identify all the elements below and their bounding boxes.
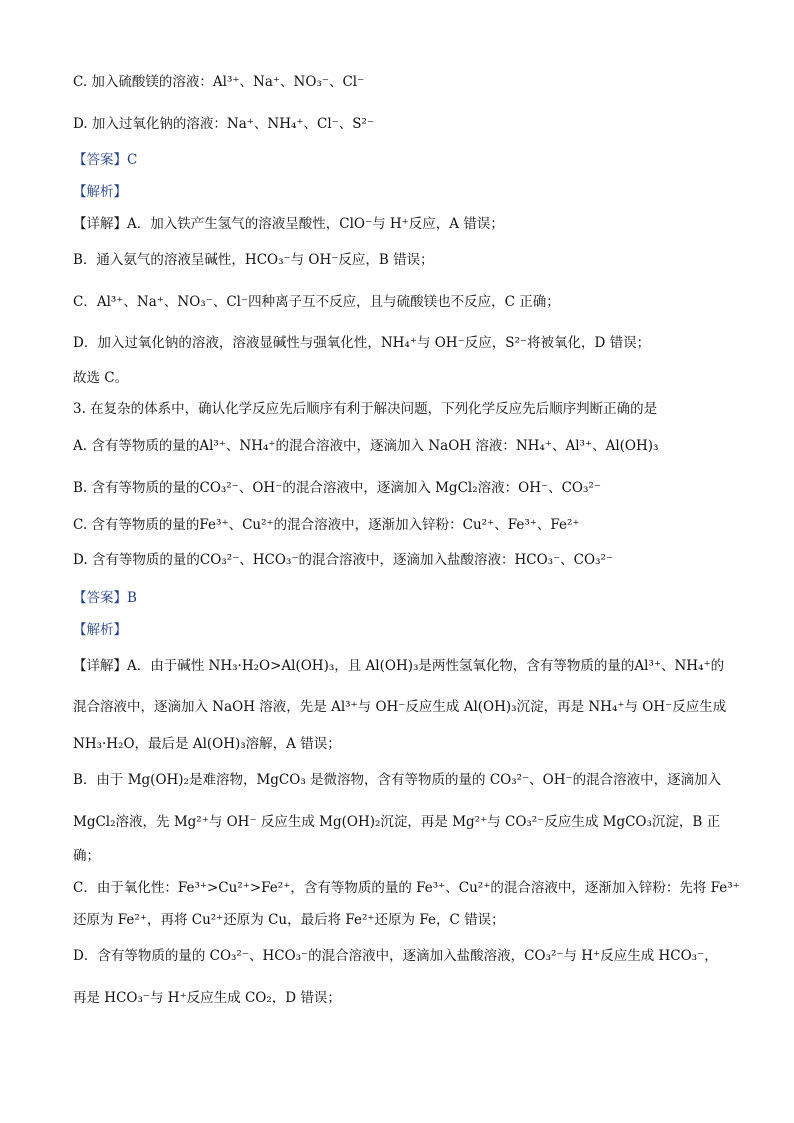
option-d-line: D. 加入过氧化钠的溶液：Na⁺、NH₄⁺、Cl⁻、S²⁻: [73, 116, 375, 132]
detail-a-line-1: 【详解】A．由于碱性 NH₃·H₂O>Al(OH)₃，且 Al(OH)₃是两性氢氧化物，含有等物质的量的Al³⁺、NH₄⁺的: [73, 658, 725, 674]
detail-b-line-1: B．由于 Mg(OH)₂是难溶物，MgCO₃ 是微溶物，含有等物质的量的 CO₃²⁻、OH⁻的混合溶液中，逐滴加入: [73, 772, 722, 788]
conclusion-line: 故选 C。: [73, 370, 129, 386]
detail-d-line-2: 再是 HCO₃⁻与 H⁺反应生成 CO₂，D 错误；: [73, 990, 341, 1006]
detail-d-line-1: D．含有等物质的量的 CO₃²⁻、HCO₃⁻的混合溶液中，逐滴加入盐酸溶液，CO₃²⁻与 H⁺反应生成 HCO₃⁻，: [73, 948, 718, 964]
detail-a-line-3: NH₃·H₂O，最后是 Al(OH)₃溶解，A 错误；: [73, 736, 341, 752]
detail-a-line-2: 混合溶液中，逐滴加入 NaOH 溶液，先是 Al³⁺与 OH⁻反应生成 Al(OH)₃沉淀，再是 NH₄⁺与 OH⁻反应生成: [73, 699, 727, 715]
question-3-stem: 3. 在复杂的体系中，确认化学反应先后顺序有利于解决问题，下列化学反应先后顺序判断正确的是: [73, 401, 658, 417]
option-c-line: C. 加入硫酸镁的溶液：Al³⁺、Na⁺、NO₃⁻、Cl⁻: [73, 74, 365, 90]
answer-label-2: 【答案】B: [73, 590, 137, 606]
detail-b-line-2: MgCl₂溶液，先 Mg²⁺与 OH⁻ 反应生成 Mg(OH)₂沉淀，再是 Mg²⁺与 CO₃²⁻反应生成 MgCO₃沉淀，B 正: [73, 814, 721, 830]
detail-d-line: D．加入过氧化钠的溶液，溶液显碱性与强氧化性，NH₄⁺与 OH⁻反应，S²⁻将被氧化，D 错误；: [73, 335, 651, 351]
detail-a-line: 【详解】A．加入铁产生氢气的溶液呈酸性，ClO⁻与 H⁺反应，A 错误；: [73, 216, 504, 232]
detail-b-line: B．通入氨气的溶液呈碱性，HCO₃⁻与 OH⁻反应，B 错误；: [73, 252, 434, 268]
detail-c-line-1: C．由于氧化性：Fe³⁺>Cu²⁺>Fe²⁺，含有等物质的量的 Fe³⁺、Cu²⁺的混合溶液中，逐渐加入锌粉：先将 Fe³⁺: [73, 880, 740, 896]
question-3-option-a: A. 含有等物质的量的Al³⁺、NH₄⁺的混合溶液中，逐滴加入 NaOH 溶液：NH₄⁺、Al³⁺、Al(OH)₃: [73, 438, 659, 454]
analysis-label: 【解析】: [73, 184, 127, 200]
analysis-label-2: 【解析】: [73, 622, 127, 638]
answer-label: 【答案】C: [73, 152, 138, 168]
detail-c-line: C．Al³⁺、Na⁺、NO₃⁻、Cl⁻四种离子互不反应，且与硫酸镁也不反应，C 正确；: [73, 294, 560, 310]
question-3-option-c: C. 含有等物质的量的Fe³⁺、Cu²⁺的混合溶液中，逐渐加入锌粉：Cu²⁺、Fe³⁺、Fe²⁺: [73, 517, 580, 533]
question-3-option-d: D. 含有等物质的量的CO₃²⁻、HCO₃⁻的混合溶液中，逐滴加入盐酸溶液：HCO₃⁻、CO₃²⁻: [73, 552, 614, 568]
detail-b-line-3: 确；: [73, 848, 100, 864]
detail-c-line-2: 还原为 Fe²⁺，再将 Cu²⁺还原为 Cu，最后将 Fe²⁺还原为 Fe，C 错误；: [73, 912, 505, 928]
question-3-option-b: B. 含有等物质的量的CO₃²⁻、OH⁻的混合溶液中，逐滴加入 MgCl₂溶液：OH⁻、CO₃²⁻: [73, 480, 601, 496]
